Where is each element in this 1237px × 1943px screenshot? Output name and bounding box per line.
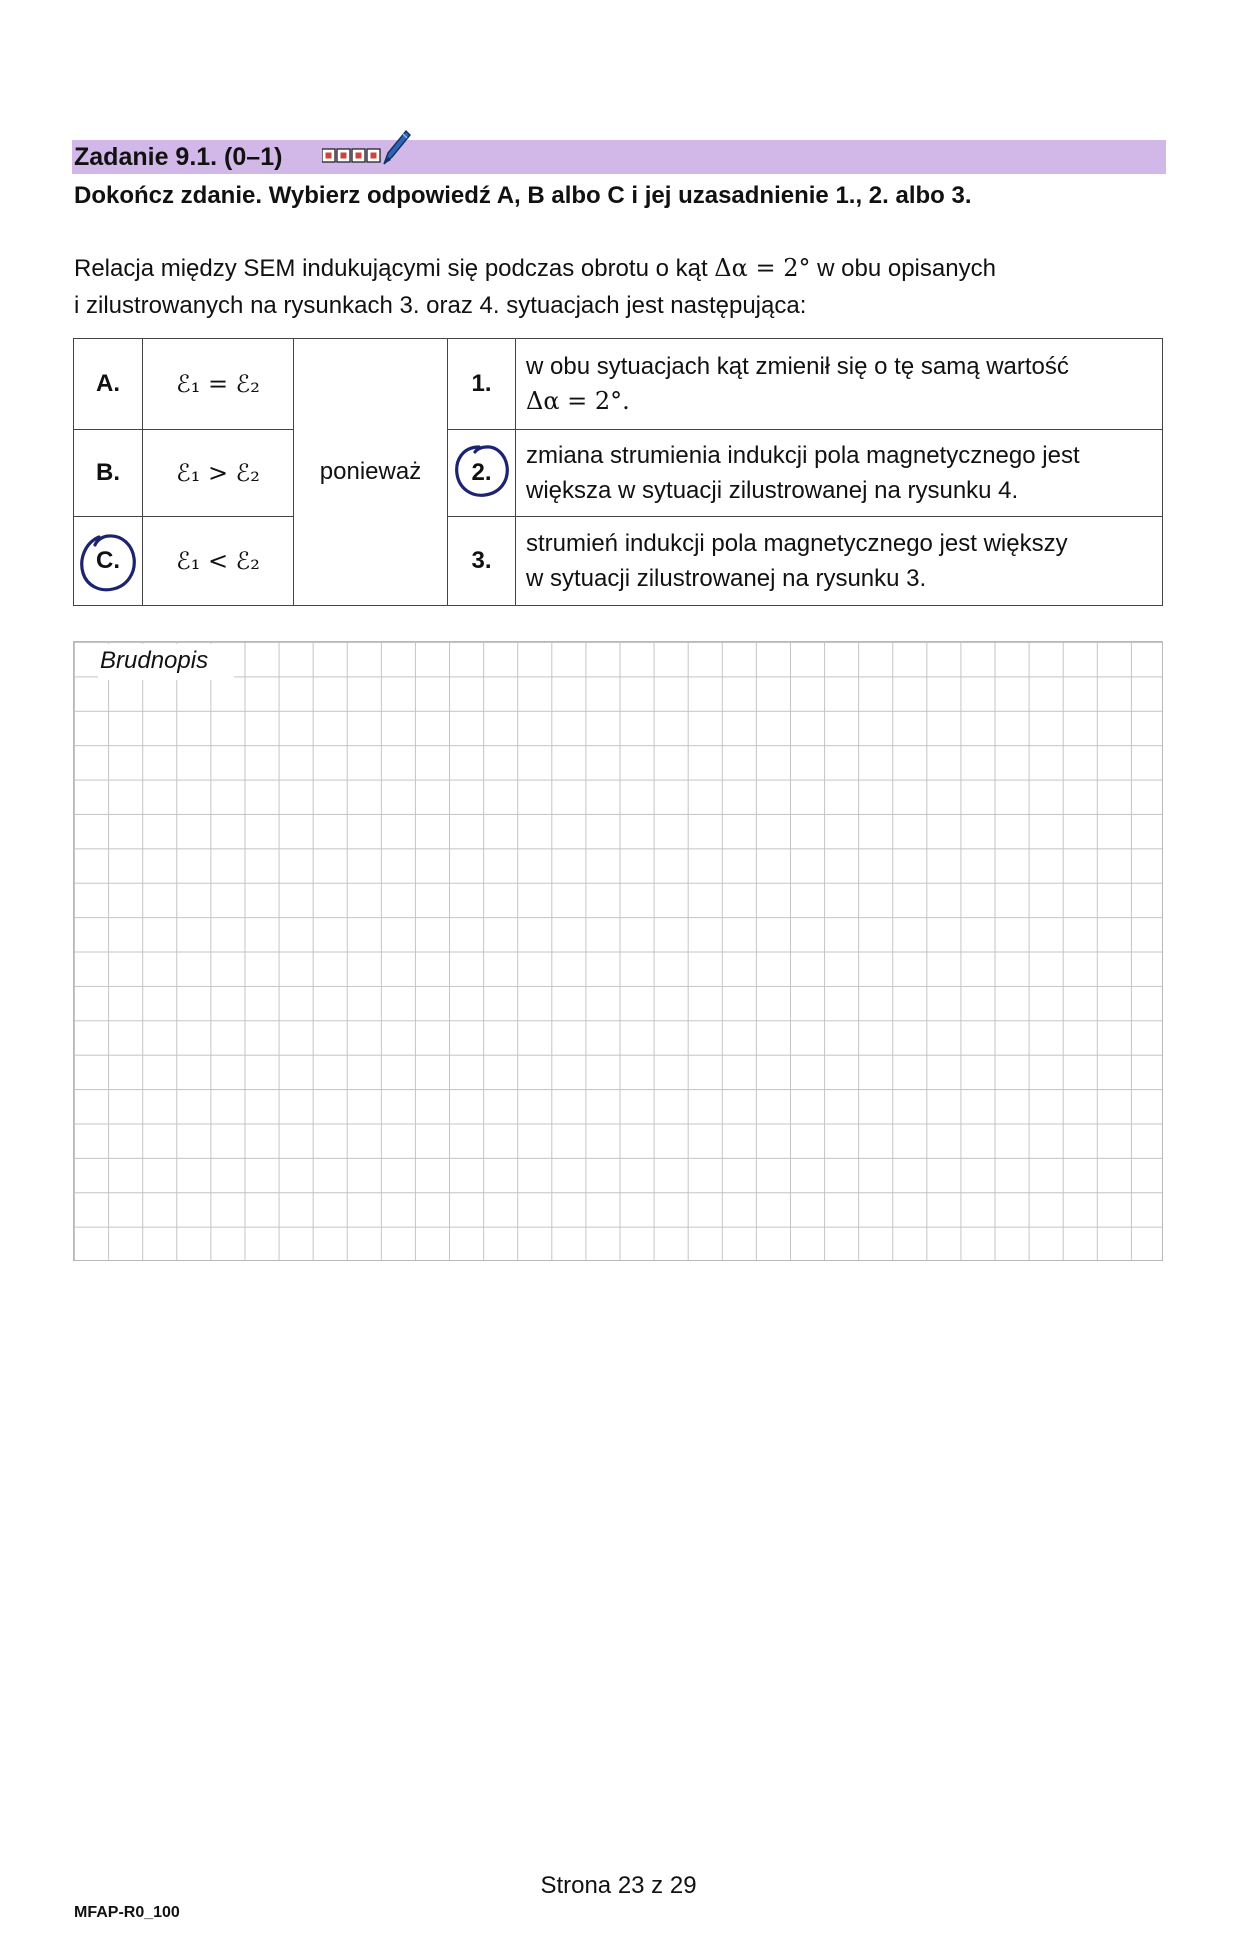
table-row — [74, 517, 1163, 606]
option-c-formula: ℰ₁ < ℰ₂ — [143, 517, 294, 606]
option-c-letter: C. — [96, 547, 120, 574]
justification-2-text — [516, 430, 1163, 517]
justification-1-cell[interactable] — [448, 339, 516, 430]
table-row — [74, 339, 1163, 430]
question-text — [74, 250, 1174, 324]
justification-2-line2: większa w sytuacji zilustrowanej na rysunku 4. — [526, 477, 1019, 504]
angle-expression: Δα = 2° — [714, 254, 811, 282]
table-row — [74, 430, 1163, 517]
option-b-formula: ℰ₁ > ℰ₂ — [143, 430, 294, 517]
option-b-cell[interactable] — [74, 430, 143, 517]
justification-3-line2: w sytuacji zilustrowanej na rysunku 3. — [526, 565, 927, 592]
answer-table — [73, 338, 1163, 606]
scratchpad-label: Brudnopis — [98, 644, 234, 680]
pen-icon — [384, 131, 410, 164]
task-title: Zadanie 9.1. (0–1) — [74, 143, 283, 171]
option-a-cell[interactable] — [74, 339, 143, 430]
task-type-icons — [322, 128, 412, 170]
justification-2-cell[interactable] — [448, 430, 516, 517]
justification-1-number: 1. — [471, 370, 492, 397]
justification-2-number: 2. — [471, 459, 492, 486]
because-connector: ponieważ — [294, 339, 448, 606]
option-a-letter: A. — [96, 370, 120, 397]
scratchpad-grid[interactable] — [73, 641, 1163, 1261]
justification-3-number: 3. — [471, 547, 492, 574]
document-code: MFAP-R0_100 — [74, 1904, 180, 1921]
four-box-rating-icon — [322, 149, 380, 162]
question-line1-end: w obu opisanych — [810, 255, 996, 282]
justification-1-text — [516, 339, 1163, 430]
question-line1-start: Relacja między SEM indukującymi się podczas obrotu o kąt — [74, 255, 715, 282]
justification-3-cell[interactable] — [448, 517, 516, 606]
justification-1-line2: Δα = 2°. — [526, 387, 630, 415]
justification-3-text — [516, 517, 1163, 606]
page-number: Strona 23 z 29 — [540, 1872, 697, 1899]
option-b-letter: B. — [96, 459, 120, 486]
justification-1-line1: w obu sytuacjach kąt zmienił się o tę samą wartość — [526, 353, 1069, 380]
option-c-cell[interactable] — [74, 517, 143, 606]
task-instruction: Dokończ zdanie. Wybierz odpowiedź A, B albo C i jej uzasadnienie 1., 2. albo 3. — [74, 182, 972, 209]
option-a-formula: ℰ₁ = ℰ₂ — [143, 339, 294, 430]
justification-2-line1: zmiana strumienia indukcji pola magnetycznego jest — [526, 442, 1080, 469]
justification-3-line1: strumień indukcji pola magnetycznego jest większy — [526, 530, 1068, 557]
question-line2: i zilustrowanych na rysunkach 3. oraz 4. sytuacjach jest następująca: — [74, 292, 807, 319]
